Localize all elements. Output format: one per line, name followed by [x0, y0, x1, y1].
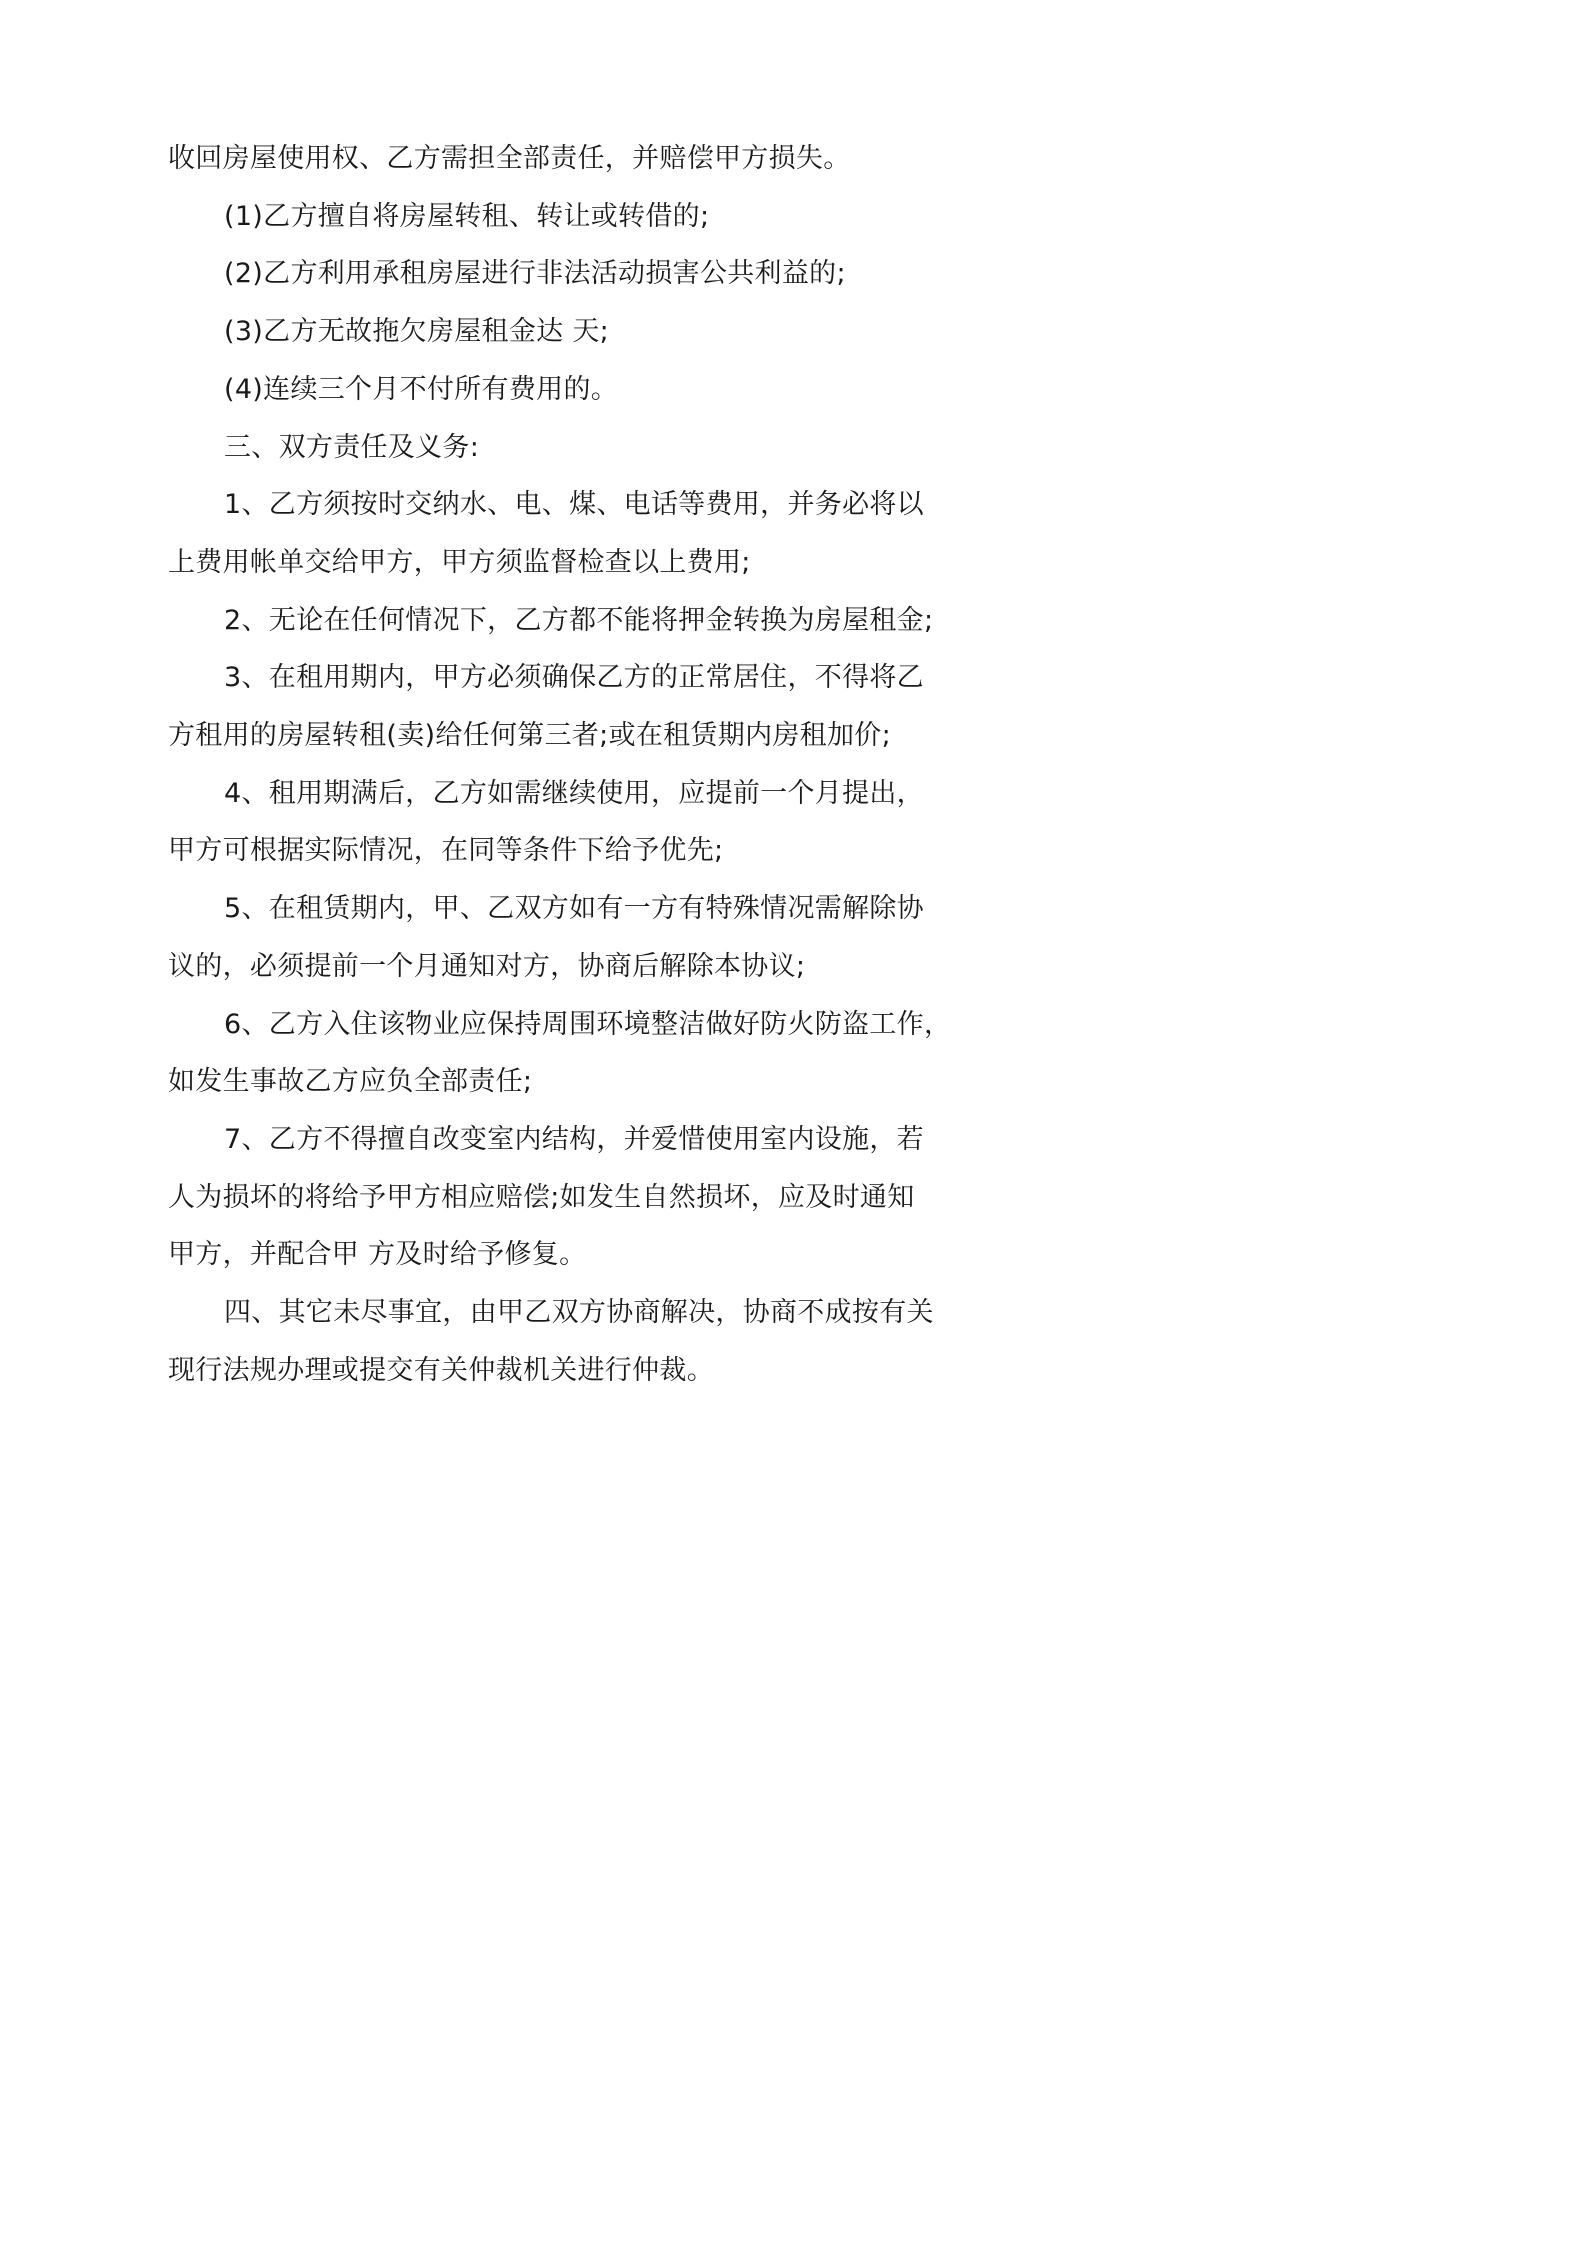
text-line: 4、租用期满后，乙方如需继续使用，应提前一个月提出， — [224, 777, 924, 809]
section-heading: 四、其它未尽事宜，由甲乙双方协商解决，协商不成按有关 — [224, 1297, 934, 1329]
text-line: 甲方，并配合甲 方及时给予修复。 — [168, 1239, 587, 1271]
text-line: 如发生事故乙方应负全部责任; — [168, 1066, 533, 1098]
document-body — [168, 130, 958, 1399]
text-line: 5、在租赁期内，甲、乙双方如有一方有特殊情况需解除协 — [224, 893, 924, 925]
section-heading: 三、双方责任及义务: — [224, 431, 480, 463]
document-page — [0, 0, 1104, 1562]
text-line: 方租用的房屋转租(卖)给任何第三者;或在租赁期内房租加价; — [168, 720, 891, 752]
text-line: (4)连续三个月不付所有费用的。 — [224, 373, 619, 405]
text-line: (1)乙方擅自将房屋转租、转让或转借的; — [224, 200, 710, 232]
text-line: 收回房屋使用权、乙方需担全部责任，并赔偿甲方损失。 — [168, 143, 851, 174]
text-line: 7、乙方不得擅自改变室内结构，并爱惜使用室内设施，若 — [224, 1123, 924, 1155]
text-line: 上费用帐单交给甲方，甲方须监督检查以上费用; — [168, 546, 751, 578]
text-line: 1、乙方须按时交纳水、电、煤、电话等费用，并务必将以 — [224, 489, 924, 521]
text-line: 6、乙方入住该物业应保持周围环境整洁做好防火防盗工作， — [224, 1008, 952, 1040]
text-line: (2)乙方利用承租房屋进行非法活动损害公共利益的; — [224, 258, 846, 290]
text-line: 甲方可根据实际情况，在同等条件下给予优先; — [168, 835, 724, 867]
text-line: 议的，必须提前一个月通知对方，协商后解除本协议; — [168, 950, 806, 982]
text-line: 人为损坏的将给予甲方相应赔偿;如发生自然损坏，应及时通知 — [168, 1181, 915, 1213]
text-line: 现行法规办理或提交有关仲裁机关进行仲裁。 — [168, 1354, 714, 1386]
text-line: 2、无论在任何情况下，乙方都不能将押金转换为房屋租金; — [224, 604, 934, 636]
text-line: 3、在租用期内，甲方必须确保乙方的正常居住，不得将乙 — [224, 662, 924, 694]
text-line: (3)乙方无故拖欠房屋租金达 天; — [224, 316, 610, 348]
